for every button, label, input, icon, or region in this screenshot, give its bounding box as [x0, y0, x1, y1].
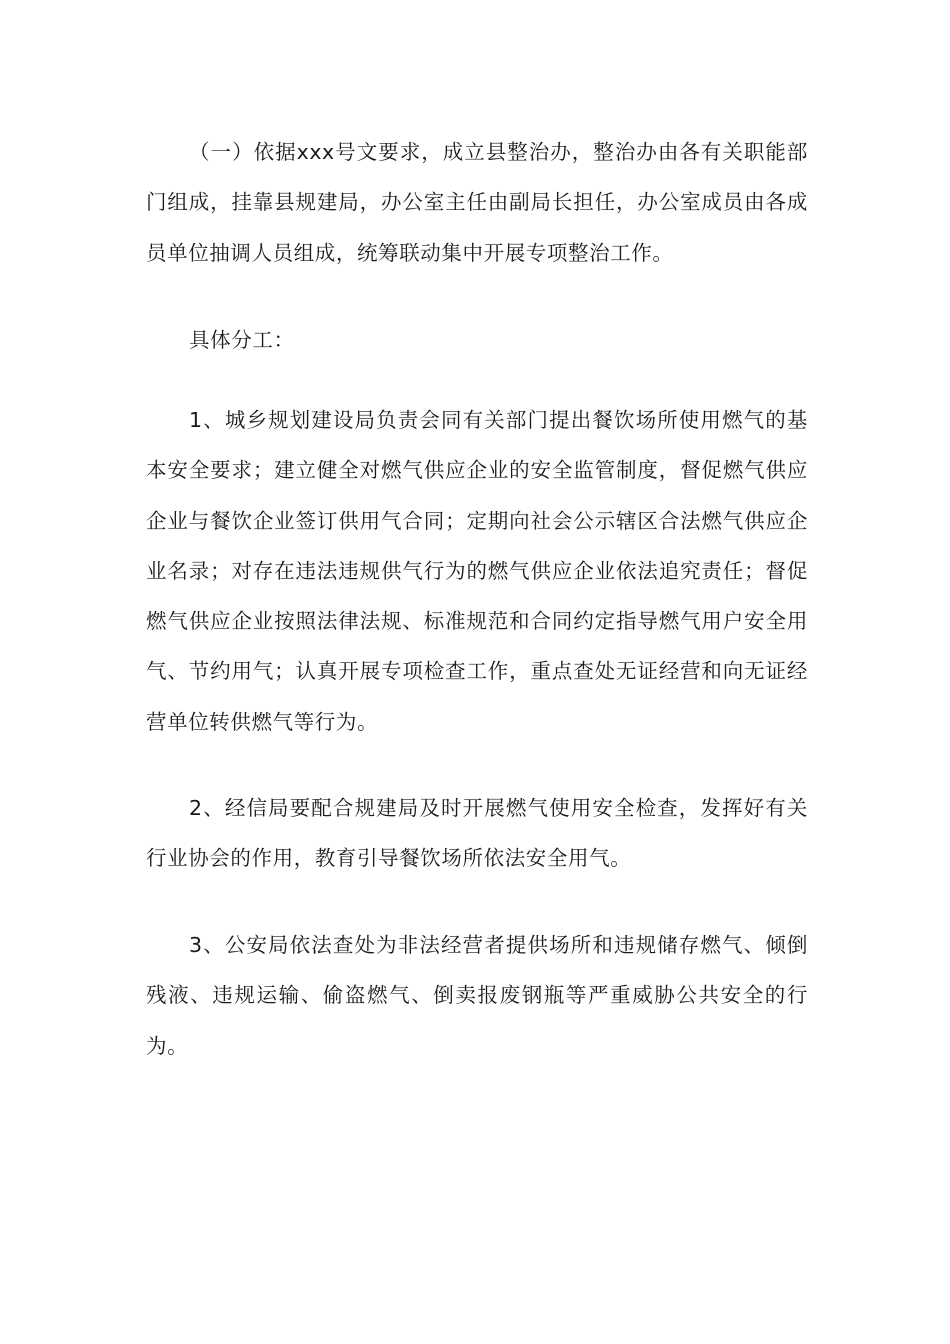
paragraph-item-1: 1、城乡规划建设局负责会同有关部门提出餐饮场所使用燃气的基本安全要求；建立健全对燃气供应企业的安全监管制度，督促燃气供应企业与餐饮企业签订供用气合同；定期向社会公示辖区合法燃气供应企业名录；对存在违法违规供气行为的燃气供应企业依法追究责任；督促燃气供应企业按照法律法规、标准规范和合同约定指导燃气用户安全用气、节约用气；认真开展专项检查工作，重点查处无证经营和向无证经营单位转供燃气等行为。	[146, 408, 808, 734]
paragraph-item-3: 3、公安局依法查处为非法经营者提供场所和违规储存燃气、倾倒残液、违规运输、偷盗燃气、倒卖报废钢瓶等严重威胁公共安全的行为。	[146, 933, 808, 1058]
paragraph-item-2: 2、经信局要配合规建局及时开展燃气使用安全检查，发挥好有关行业协会的作用，教育引导餐饮场所依法安全用气。	[146, 796, 808, 871]
paragraph-division-heading: 具体分工：	[189, 328, 295, 352]
paragraph-establish-office: （一）依据xxx号文要求，成立县整治办，整治办由各有关职能部门组成，挂靠县规建局，办公室主任由副局长担任，办公室成员由各成员单位抽调人员组成，统筹联动集中开展专项整治工作。	[146, 140, 808, 265]
